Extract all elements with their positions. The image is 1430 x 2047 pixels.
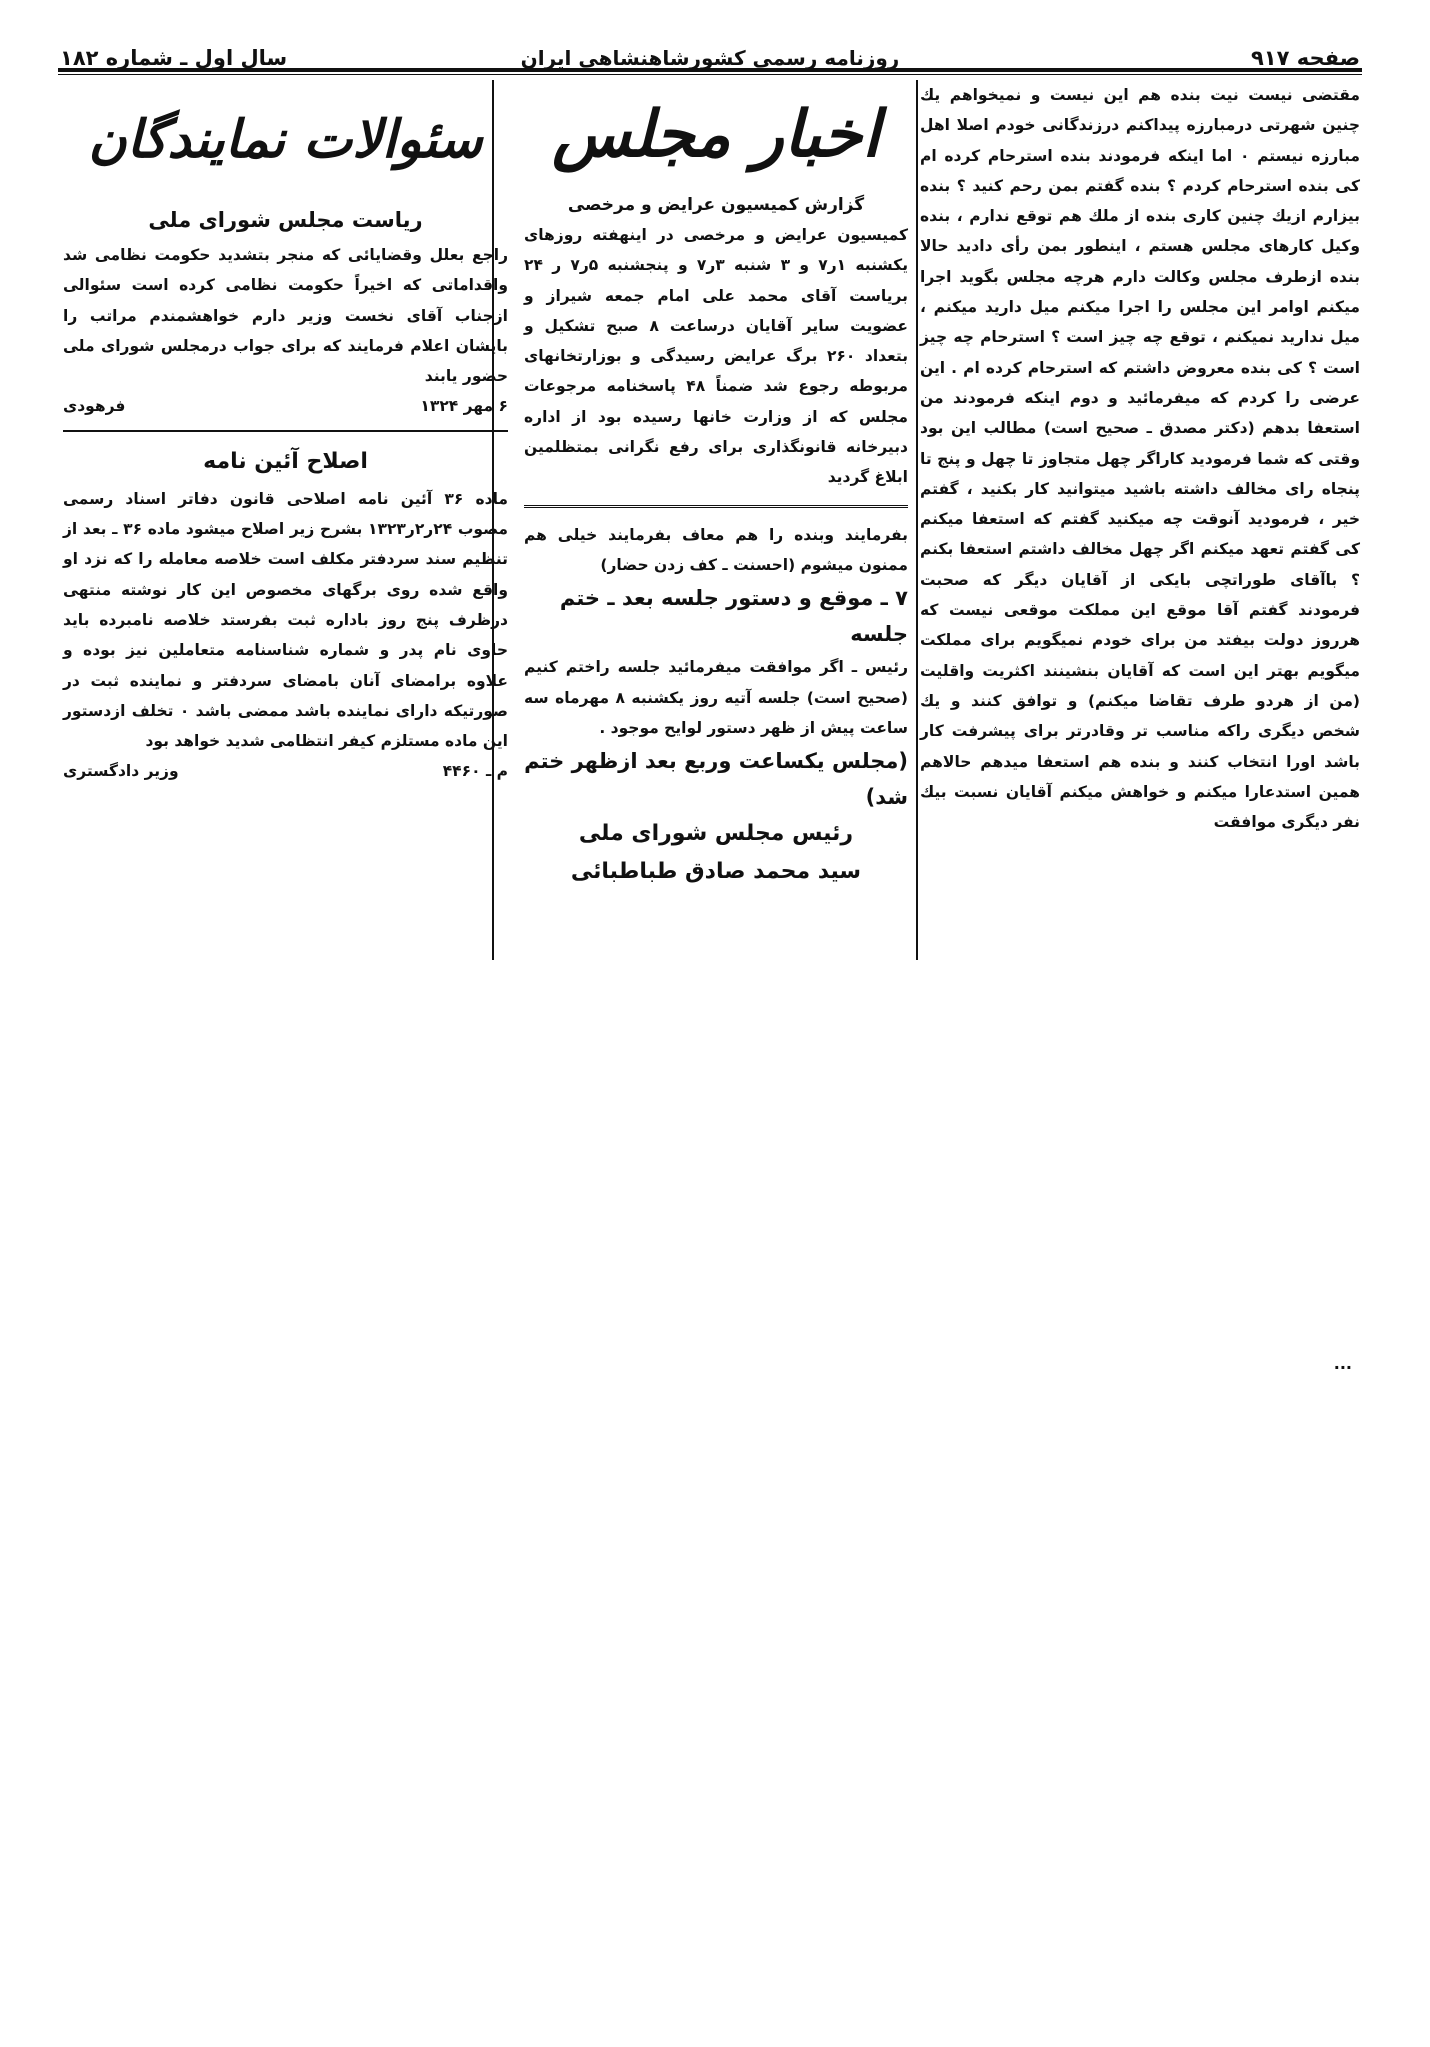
- section-divider: [524, 505, 908, 508]
- issue-info: سال اول ـ شماره ۱۸۲: [60, 46, 288, 70]
- column-right: [920, 80, 1360, 837]
- speaker-text: رئیس ـ اگر موافقت میفرمائید جلسه راختم کنیم (صحیح است) جلسه آتیه روز یکشنبه ۸ مهرماه سه ساعت پیش از ظهر دستور لوایح موجود .: [524, 658, 908, 737]
- questions-masthead: سئوالات نمایندگان: [88, 109, 483, 170]
- section-masthead: اخبار مجلس: [552, 97, 880, 172]
- publication-title: روزنامه رسمی کشورشاهنشاهی ایران: [520, 46, 900, 70]
- regulation-footer: [63, 756, 508, 786]
- report-title: گزارش کمیسیون عرایض و مرخصی: [567, 195, 865, 215]
- presidency-heading: ریاست مجلس شورای ملی: [148, 208, 423, 232]
- presidency-body: راجع بعلل وقضایائی که منجر بتشدید حکومت نظامی شد واقداماتی که اخیراً حکومت نظامی کرده است سئوالی ازجناب آقای نخست وزیر دارم خواهشمندم مراتب را بایشان اعلام فرمایند که برای جواب درمجلس شورای ملی حضور یابند: [63, 246, 508, 386]
- column-left: [63, 80, 508, 787]
- closing-text: بفرمایند وبنده را هم معاف بفرمایند خیلی هم ممنون میشوم (احسنت ـ کف زدن حضار): [524, 525, 908, 574]
- agenda-heading: ۷ ـ موقع و دستور جلسه بعد ـ ختم جلسه: [559, 586, 908, 647]
- session-end: (مجلس یکساعت وربع بعد ازظهر ختم شد): [524, 749, 908, 810]
- dateline: [63, 391, 508, 421]
- signature-name: سید محمد صادق طباطبائی: [570, 859, 862, 885]
- page-header: [60, 30, 1360, 70]
- report-body: کمیسیون عرایض و مرخصی در اینهفته روزهای یکشنبه ۱ر۷ و ۳ شنبه ۳ر۷ و پنجشنبه ۵ر۷ ر ۲۴ بریاست آقای محمد علی امام جمعه شیراز و عضویت سایر آقایان درساعت ۸ صبح تشکیل و بتعداد ۲۶۰ برگ عرایض رسیدگی و بوزارتخانهای مربوطه رجوع شد ضمناً ۴۸ پاسخنامه مرجوعات مجلس که از وزارت خانها رسیده بود از اداره دبیرخانه قانونگذاری برای رفع نگرانی بمتظلمین ابلاغ گردید: [524, 226, 909, 487]
- speech-text: مقتضی نیست نیت بنده هم این نیست و نمیخواهم یك چنین شهرتی درمبارزه پیداکنم درزندگانی خودم اصلا اهل مبارزه نیستم ۰ اما اینکه فرمودند بنده استرحام کرده ام کی بنده استرحام کردم ؟ بنده گفتم بمن رحم کنید ؟ بنده بیزارم ازیك چنین کاری بنده از ملك هم توقع ندارم ، بنده وکیل کارهای مجلس هستم ، اینطور بمن رأی دادید حالا بنده ازطرف مجلس وکالت دارم هرچه مجلس بگوید اجرا میکنم اوامر این مجلس را اجرا میکنم میل دارید میکنم ، میل ندارید نمیکنم ، توقع چه چیز است ؟ استرحام چه چیز است ؟ کی بنده معروض داشتم که استرحام کرده ام . این عرضی را کردم که میفرمائید و دوم اینکه فرمودند من استعفا بدهم (دکتر مصدق ـ صحیح است) مطالب این بود وقتی که شما فرمودید کاراگر چهل متجاوز تا چهل و پنج تا پنجاه رای مخالف داشته باشید میتوانید کار بکنید ، گفتم خیر ، فرمودید آنوقت چه میکنید گفتم که استعفا میکنم کی گفتم تعهد میکنم اگر چهل مخالف داشتم استعفا بکنم ؟ باآقای طوراتچی بایکی از آقایان دیگر که صحبت فرمودند گفتم آقا موقع این مملکت موقعی نیست که هرروز دولت بیفتد من برای خودم نمیگویم برای مملکت میگویم بهتر این است که آقایان بنشینند اکثریت واقلیت (من از هردو طرف تقاضا میکنم) و توافق کنند و یك شخص دیگری راکه مناسب تر وقادرتر برای پیشرفت کار باشد اورا انتخاب کنند و بنده هم استعفا میدهم حالاهم همین استدعارا میکنم و خواهش میکنم آقایان نسبت بیك نفر دیگری موافقت: [920, 86, 1360, 832]
- column-middle: [524, 80, 908, 891]
- section-divider: [63, 430, 508, 432]
- ref-number: م ـ ۴۴۶۰: [442, 762, 508, 781]
- page-number: صفحه ۹۱۷: [1250, 46, 1360, 70]
- signature-title: رئیس مجلس شورای ملی: [578, 821, 854, 847]
- signer-name: فرهودی: [63, 397, 126, 416]
- regulation-body: ماده ۳۶ آئین نامه اصلاحی قانون دفاتر اسناد رسمی مصوب ۲۴ر۲ر۱۳۲۳ بشرح زیر اصلاح میشود ماده ۳۶ ـ بعد از تنظیم سند سردفتر مکلف است خلاصه معامله را که نزد او واقع شده روی برگهای مخصوص این کار نوشته منتهی درظرف پنج روز باداره ثبت بفرستد خلاصه نامبرده باید حاوی نام پدر و شماره شناسنامه متعاملین نیز بوده و علاوه برامضای آنان بامضای سردفتر و نماینده ثبت در صورتیکه دارای نماینده باشد ممضی باشد ۰ تخلف ازدستور این ماده مستلزم کیفر انتظامی شدید خواهد بود: [63, 489, 509, 751]
- header-rule: [58, 68, 1362, 72]
- column-divider-right: [916, 80, 918, 960]
- minister-title: وزیر دادگستری: [63, 762, 179, 781]
- date-text: ۶ مهر ۱۳۲۴: [420, 397, 508, 416]
- page-marks: ...: [1333, 1354, 1352, 1373]
- header-rule-thin: [58, 74, 1362, 75]
- regulation-heading: اصلاح آئین نامه: [203, 448, 368, 474]
